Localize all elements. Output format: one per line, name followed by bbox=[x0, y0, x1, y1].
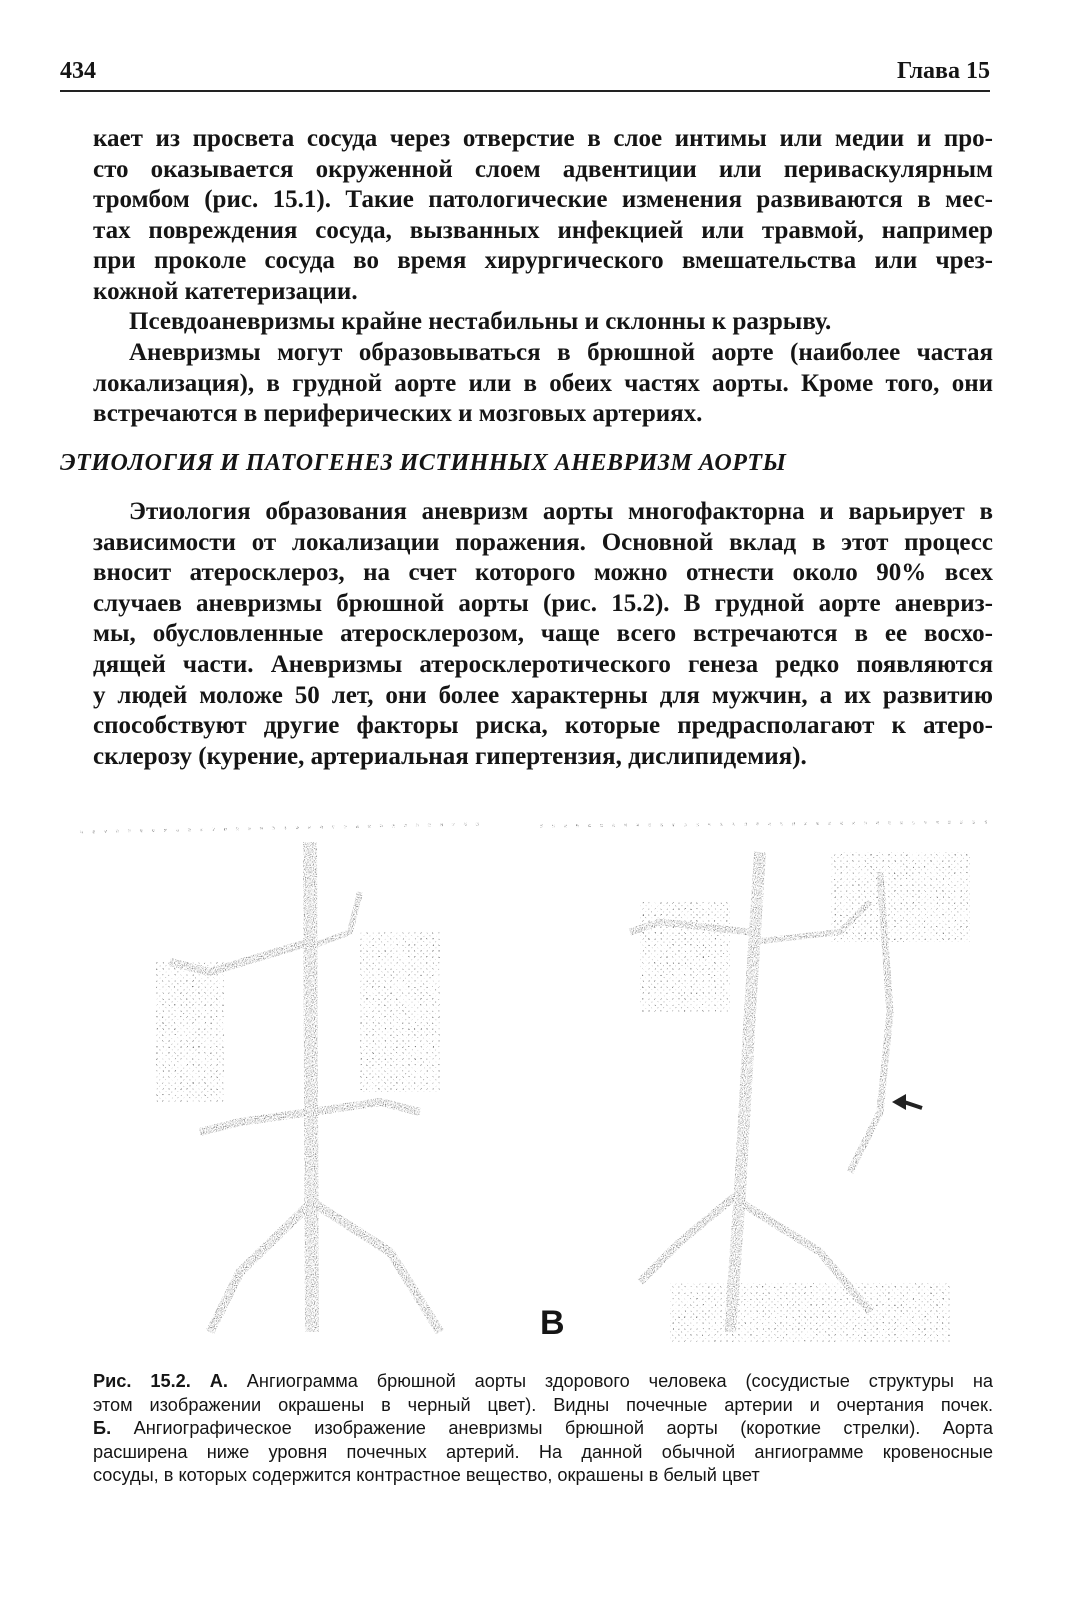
arrow-marker bbox=[892, 1094, 922, 1110]
text-line: кает из просвета сосуда через отверстие в слое интимы или медии и про- bbox=[93, 125, 993, 152]
text-line: Псевдоаневризмы крайне нестабильны и склонны к разрыву. bbox=[129, 308, 832, 335]
text-line: дящей части. Аневризмы атеросклеротического генеза редко появляются bbox=[93, 650, 993, 678]
text-line: склерозу (курение, артериальная гипертензия, дислипидемия). bbox=[93, 742, 807, 770]
caption-ref: Б. bbox=[93, 1418, 112, 1439]
text-line: сто оказывается окруженной слоем адвентиции или периваскулярным bbox=[93, 155, 993, 183]
caption-line bbox=[93, 1417, 993, 1441]
text-line: встречаются в периферических и мозговых артериях. bbox=[93, 400, 703, 428]
caption-text: сосуды, в которых содержится контрастное вещество, окрашены в белый цвет bbox=[93, 1465, 760, 1486]
text-line: тах повреждения сосуда, вызванных инфекцией или травмой, например bbox=[93, 216, 993, 244]
caption-line bbox=[93, 1370, 993, 1394]
caption-text: Ангиографическое изображение аневризмы брюшной аорты (короткие стрелки). Аорта bbox=[111, 1418, 993, 1439]
panel-label: В bbox=[540, 1304, 565, 1342]
text-line: локализация), в грудной аорте или в обеих частях аорты. Кроме того, они bbox=[93, 369, 993, 397]
section-heading: ЭТИОЛОГИЯ И ПАТОГЕНЕЗ ИСТИННЫХ АНЕВРИЗМ АОРТЫ bbox=[60, 450, 787, 476]
caption-line bbox=[93, 1394, 993, 1418]
angiogram-figure bbox=[60, 812, 995, 1357]
header-rule bbox=[60, 90, 990, 92]
text-line: случаев аневризмы брюшной аорты (рис. 15.2). В грудной аорте аневриз- bbox=[93, 589, 993, 617]
text-line: тромбом (рис. 15.1). Такие патологические изменения развиваются в мес- bbox=[93, 186, 993, 214]
paragraph-2 bbox=[93, 307, 993, 338]
text-line: у людей моложе 50 лет, они более характерны для мужчин, а их развитию bbox=[93, 681, 993, 709]
panel-a-angiogram bbox=[80, 824, 480, 1332]
text-line: кожной катетеризации. bbox=[93, 277, 358, 305]
text-line: при проколе сосуда во время хирургического вмешательства или чрез- bbox=[93, 247, 993, 275]
paragraph-1 bbox=[93, 124, 993, 308]
paragraph-4 bbox=[93, 497, 993, 772]
caption-text: этом изображении окрашены в черный цвет). Видны почечные артерии и очертания почек. bbox=[93, 1394, 993, 1415]
caption-line bbox=[93, 1464, 993, 1488]
text-line: способствуют другие факторы риска, которые предрасполагают к атеро- bbox=[93, 712, 993, 740]
text-line: Этиология образования аневризм аорты многофакторна и варьирует в bbox=[129, 498, 993, 525]
page-number: 434 bbox=[60, 58, 96, 84]
caption-ref: Рис. 15.2. А. bbox=[93, 1371, 228, 1391]
figure-caption bbox=[93, 1370, 993, 1488]
caption-line bbox=[93, 1441, 993, 1465]
text-line: мы, обусловленные атеросклерозом, чаще всего встречаются в ее восхо- bbox=[93, 620, 993, 648]
text-line: зависимости от локализации поражения. Основной вклад в этот процесс bbox=[93, 528, 993, 556]
text-line: вносит атеросклероз, на счет которого можно отнести около 90% всех bbox=[93, 559, 993, 587]
chapter-title: Глава 15 bbox=[897, 58, 990, 84]
caption-text: расширена ниже уровня почечных артерий. На данной обычной ангиограмме кровеносные bbox=[93, 1441, 993, 1462]
text-line: Аневризмы могут образовываться в брюшной аорте (наиболее частая bbox=[129, 339, 993, 366]
panel-b-angiogram bbox=[540, 822, 990, 1342]
caption-text: Ангиограмма брюшной аорты здорового человека (сосудистые структуры на bbox=[227, 1371, 994, 1391]
running-header bbox=[60, 58, 990, 92]
paragraph-3 bbox=[93, 338, 993, 430]
angiogram-images bbox=[60, 812, 995, 1357]
